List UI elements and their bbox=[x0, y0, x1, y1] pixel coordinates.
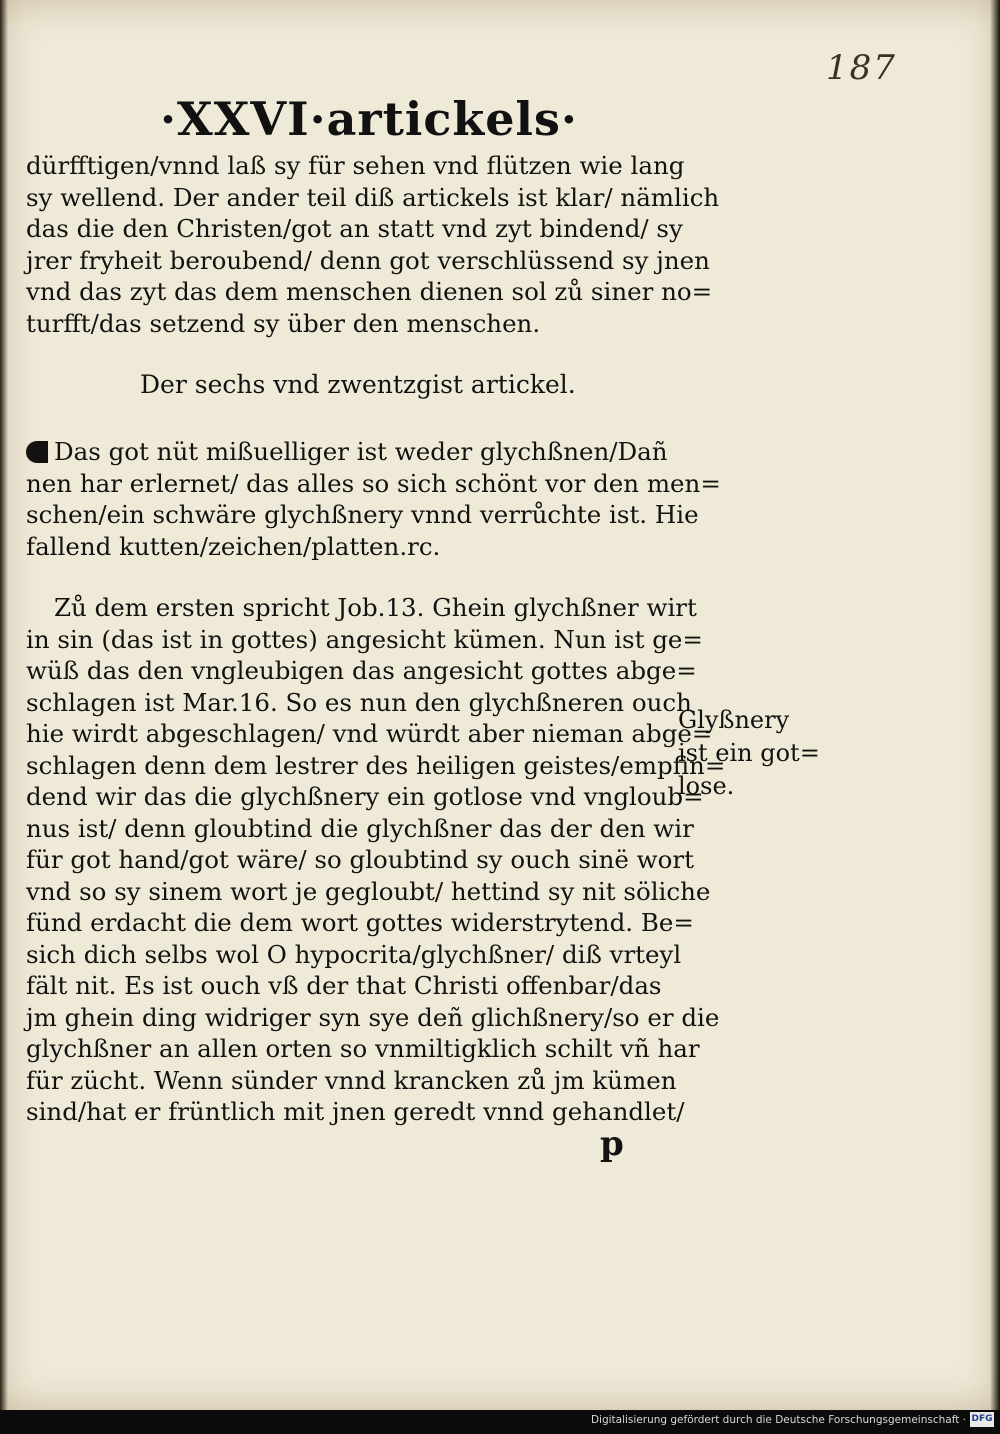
margin-note-line: ist ein got= bbox=[678, 739, 820, 767]
text-line: jrer fryheit beroubend/ denn got verschlüssend sy jnen bbox=[26, 245, 710, 275]
text-line: vnd das zyt das dem menschen dienen sol zů siner no= bbox=[26, 277, 713, 306]
text-line: hie wirdt abgeschlagen/ vnd würdt aber nieman abge= bbox=[26, 719, 713, 748]
text-line: schen/ein schwäre glychßnery vnnd verrůchte ist. Hie bbox=[26, 500, 699, 529]
text-line: wüß das den vngleubigen das angesicht gottes abge= bbox=[26, 656, 697, 685]
pilcrow-icon bbox=[26, 441, 48, 463]
text-line: turfft/das setzend sy über den menschen. bbox=[26, 308, 541, 338]
text-line-content: Das got nüt mißuelliger ist weder glychßnen/Dañ bbox=[54, 437, 668, 466]
dfg-logo: DFG bbox=[970, 1412, 994, 1427]
text-line: schlagen denn dem lestrer des heiligen geistes/empfin= bbox=[26, 750, 726, 780]
paragraph-1 bbox=[26, 150, 720, 339]
article-heading: Der sechs vnd zwentzgist artickel. bbox=[140, 370, 576, 399]
text-line: Zů dem ersten spricht Job.13. Ghein glychßner wirt bbox=[54, 593, 697, 622]
text-line: fält nit. Es ist ouch vß der that Christi offenbar/das bbox=[26, 971, 662, 1000]
text-line: nen har erlernet/ das alles so sich schönt vor den men= bbox=[26, 468, 721, 498]
text-line: nus ist/ denn gloubtind die glychßner das der den wir bbox=[26, 813, 694, 843]
margin-note bbox=[678, 704, 820, 803]
text-line: vnd so sy sinem wort je gegloubt/ hettind sy nit söliche bbox=[26, 876, 711, 906]
text-line: sy wellend. Der ander teil diß artickels ist klar/ nämlich bbox=[26, 182, 720, 212]
text-line: dürfftigen/vnnd laß sy für sehen vnd flützen wie lang bbox=[26, 151, 685, 180]
text-line: glychßner an allen orten so vnmiltigklich schilt vñ har bbox=[26, 1034, 700, 1063]
paragraph-3 bbox=[26, 592, 726, 1128]
text-line: fünd erdacht die dem wort gottes widerstrytend. Be= bbox=[26, 908, 694, 937]
text-line: in sin (das ist in gottes) angesicht kümen. Nun ist ge= bbox=[26, 624, 703, 654]
text-line: sind/hat er früntlich mit jnen geredt vnnd gehandlet/ bbox=[26, 1097, 685, 1126]
text-line: sich dich selbs wol O hypocrita/glychßner/ diß vrteyl bbox=[26, 939, 682, 969]
text-line bbox=[26, 436, 676, 468]
margin-note-line: lose. bbox=[678, 772, 735, 800]
text-line: jm ghein ding widriger syn sye deñ glichßnery/so er die bbox=[26, 1002, 720, 1032]
paragraph-2 bbox=[26, 436, 721, 562]
text-line: das die den Christen/got an statt vnd zyt bindend/ sy bbox=[26, 214, 683, 243]
text-line: für zücht. Wenn sünder vnnd krancken zů jm kümen bbox=[26, 1065, 677, 1095]
text-line: schlagen ist Mar.16. So es nun den glychßneren ouch bbox=[26, 687, 692, 717]
digitization-credit: Digitalisierung gefördert durch die Deutsche Forschungsgemeinschaft · bbox=[590, 1414, 966, 1426]
text-line: für got hand/got wäre/ so gloubtind sy ouch sinë wort bbox=[26, 845, 694, 874]
folio-number: 187 bbox=[826, 48, 897, 88]
running-head: ·XXVI·artickels· bbox=[160, 92, 578, 146]
text-line: fallend kutten/zeichen/platten.rc. bbox=[26, 531, 441, 561]
margin-note-line: Glyßnery bbox=[678, 706, 790, 734]
signature-mark: p bbox=[600, 1124, 624, 1164]
text-line: dend wir das die glychßnery ein gotlose vnd vngloub= bbox=[26, 782, 704, 811]
